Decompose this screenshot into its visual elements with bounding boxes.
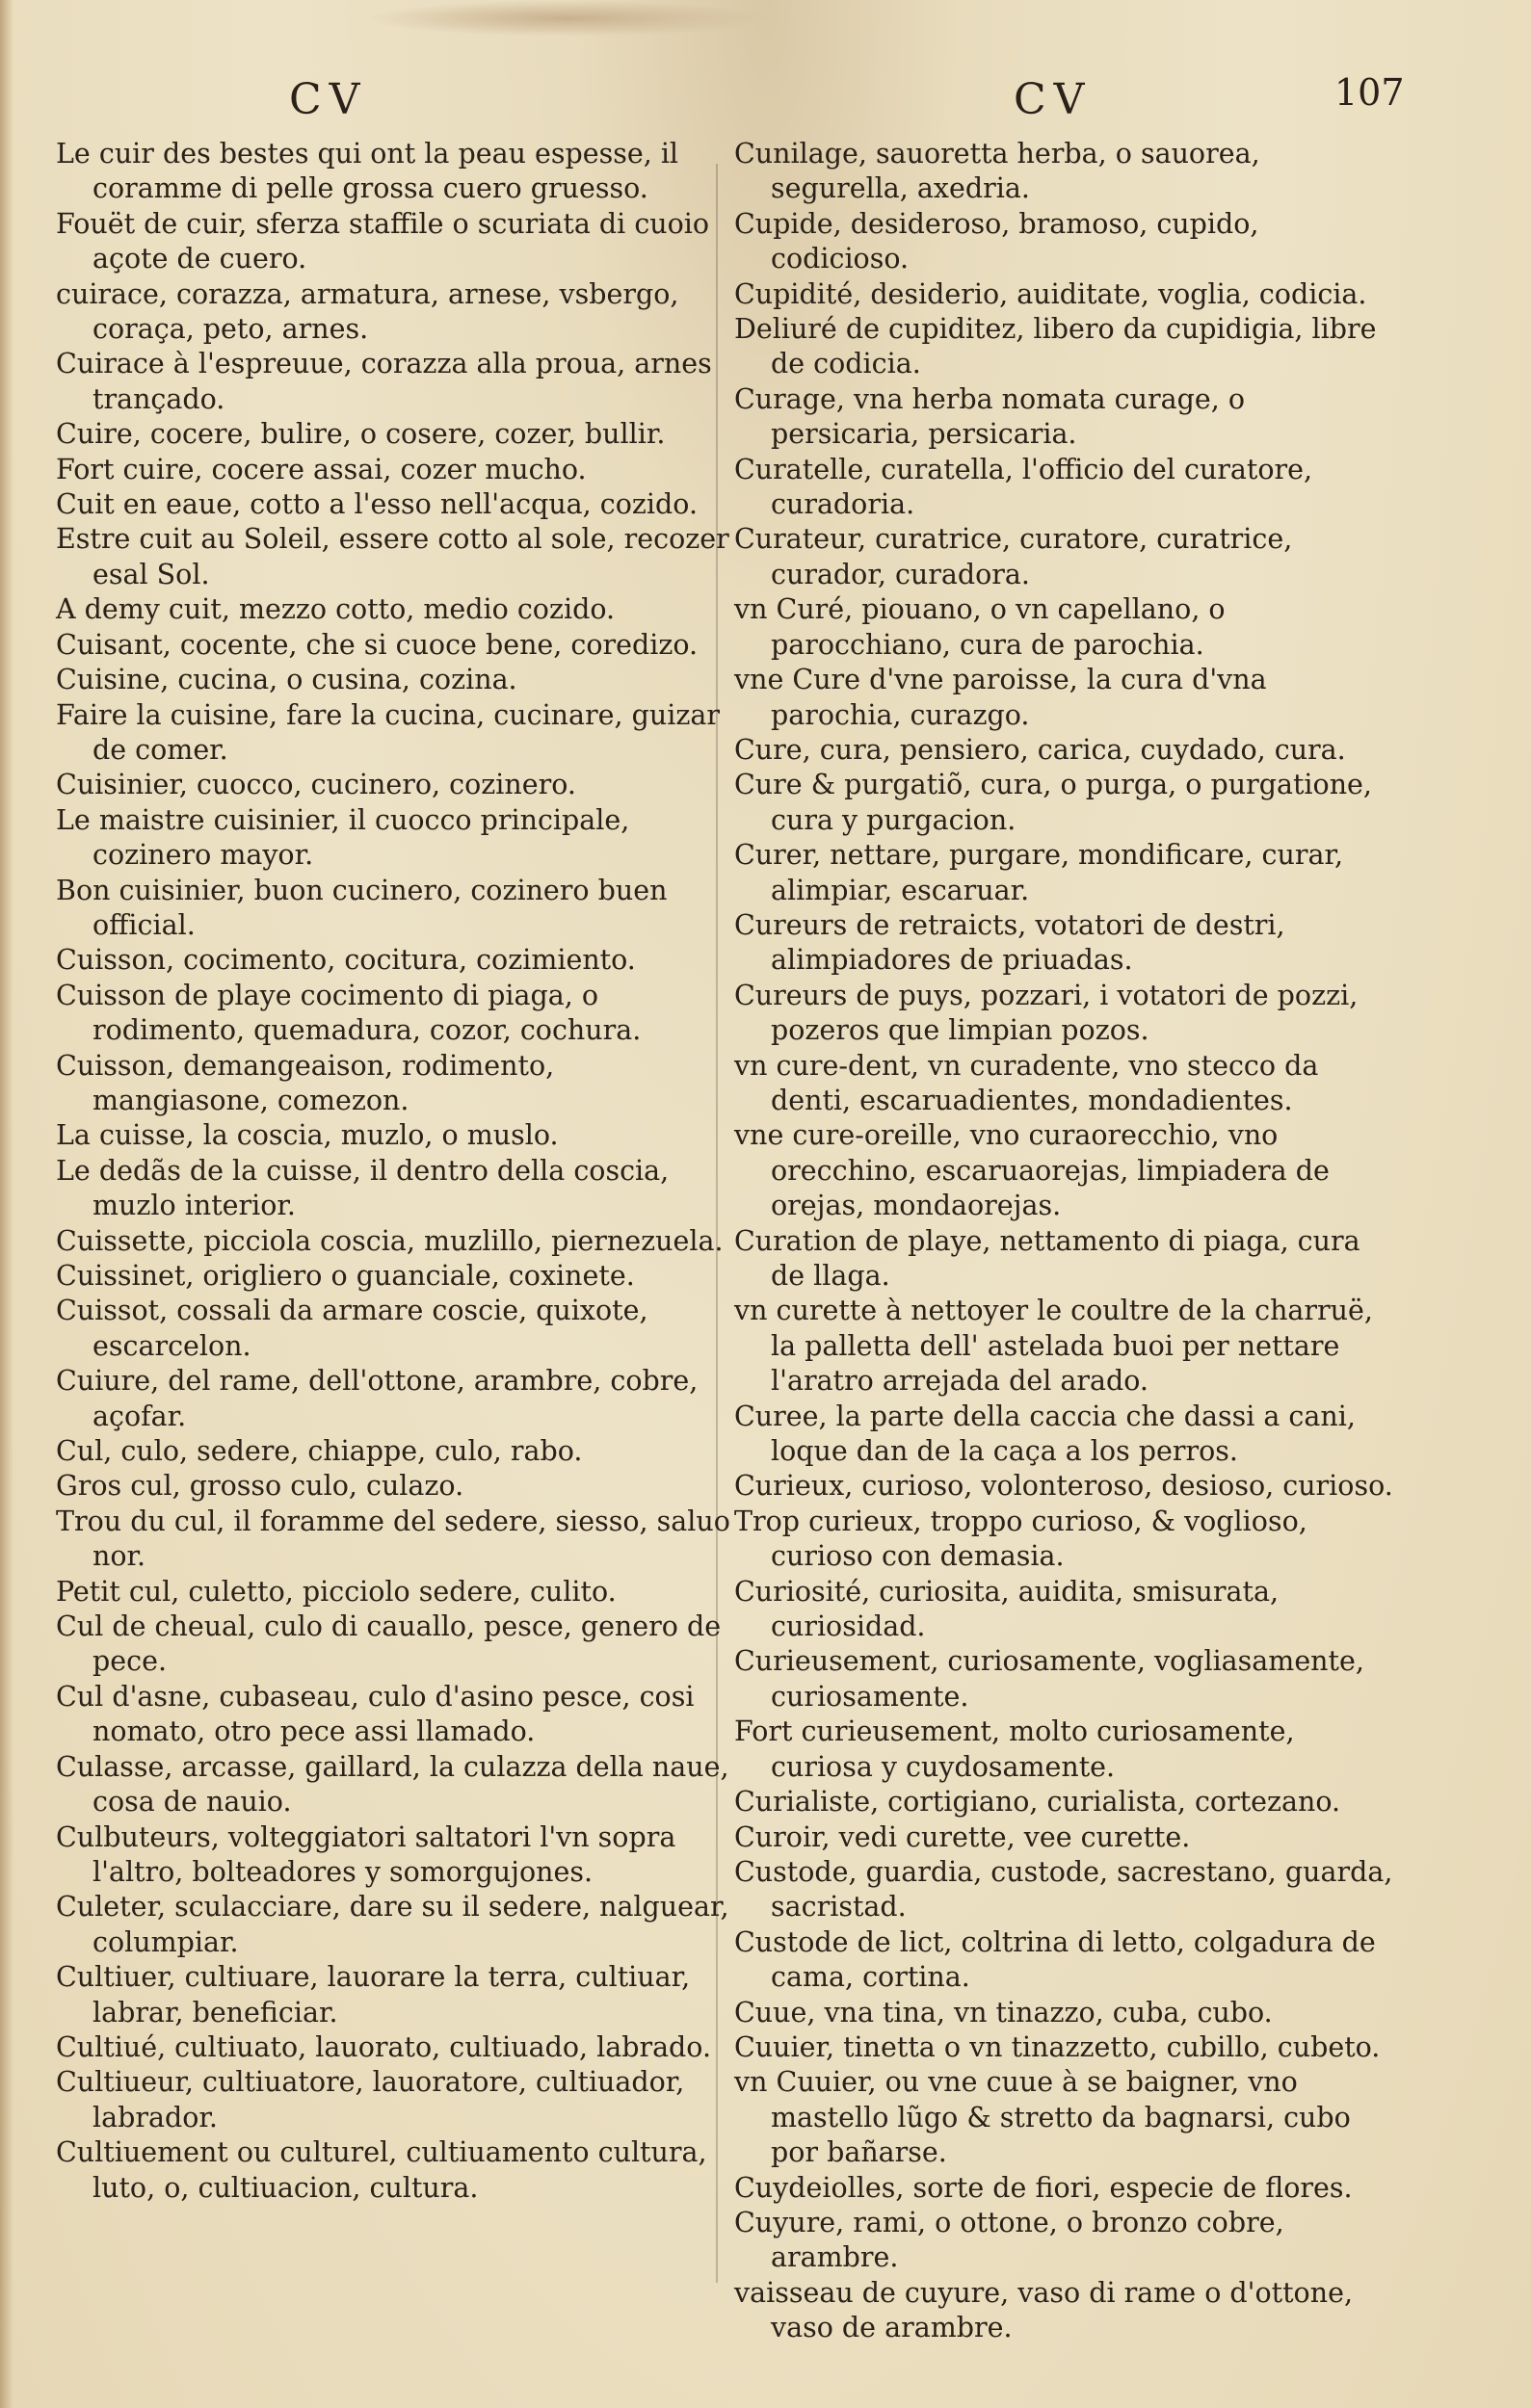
dictionary-entry: Cureurs de retraicts, votatori de destri, alimpiadores de priuadas. (734, 908, 1285, 977)
dictionary-entry: Curee, la parte della caccia che dassi a cani, loque dan de la caça a los perros. (734, 1400, 1356, 1468)
dictionary-entry: Cul d'asne, cubaseau, culo d'asino pesce, cosi nomato, otro pece assi llamado. (56, 1680, 695, 1748)
dictionary-entry: Fouët de cuir, sferza staffile o scuriata di cuoio açote de cuero. (56, 207, 710, 275)
dictionary-entry: Curoir, vedi curette, vee curette. (734, 1820, 1191, 1853)
dictionary-entry: Cure & purgatiõ, cura, o purga, o purgatione, cura y purgacion. (734, 769, 1372, 836)
dictionary-entry: Curer, nettare, purgare, mondificare, curar, alimpiar, escaruar. (734, 839, 1344, 906)
dictionary-entry: Le maistre cuisinier, il cuocco principale, cozinero mayor. (56, 803, 630, 872)
dictionary-entry: Curiosité, curiosita, auidita, smisurata, curiosidad. (734, 1575, 1280, 1643)
left-running-head: CV (289, 75, 368, 124)
right-column (734, 137, 1399, 2346)
right-running-head: CV (1014, 75, 1093, 124)
dictionary-entry: Le cuir des bestes qui ont la peau espesse, il coramme di pelle grossa cuero gruesso. (56, 138, 679, 205)
dictionary-entry: vn curette à nettoyer le coultre de la charruë, la palletta dell' astelada buoi per nettare l'aratro arrejada del arado. (734, 1295, 1373, 1398)
dictionary-entry: Le dedãs de la cuisse, il dentro della coscia, muzlo interior. (56, 1154, 670, 1222)
dictionary-entry: La cuisse, la coscia, muzlo, o muslo. (56, 1119, 559, 1152)
dictionary-entry: Cuisine, cucina, o cusina, cozina. (56, 664, 517, 696)
dictionary-entry: Culeter, sculacciare, dare su il sedere, nalguear, columpiar. (56, 1891, 729, 1958)
dictionary-entry: Trop curieux, troppo curioso, & voglioso, curioso con demasia. (734, 1505, 1307, 1573)
dictionary-entry: Cuuier, tinetta o vn tinazzetto, cubillo, cubeto. (734, 2030, 1381, 2063)
dictionary-entry: Petit cul, culetto, picciolo sedere, culito. (56, 1575, 617, 1608)
dictionary-entry: Cupidité, desiderio, auiditate, voglia, codicia. (734, 277, 1367, 310)
dictionary-entry: Fort cuire, cocere assai, cozer mucho. (56, 453, 587, 485)
dictionary-entry: vn cure-dent, vn curadente, vno stecco da denti, escaruadientes, mondadientes. (734, 1049, 1319, 1116)
left-column (56, 137, 730, 2206)
dictionary-entry: Cuisson, demangeaison, rodimento, mangiasone, comezon. (56, 1049, 555, 1116)
dictionary-entry: Cuisson, cocimento, cocitura, cozimiento. (56, 944, 636, 977)
dictionary-entry: Estre cuit au Soleil, essere cotto al sole, recozer esal Sol. (56, 523, 729, 590)
dictionary-entry: Curateur, curatrice, curatore, curatrice, curador, curadora. (734, 523, 1293, 590)
dictionary-entry: Cultiueur, cultiuatore, lauoratore, cultiuador, labrador. (56, 2066, 685, 2133)
dictionary-entry: Bon cuisinier, buon cucinero, cozinero buen official. (56, 874, 668, 941)
dictionary-entry: Cuyure, rami, o ottone, o bronzo cobre, arambre. (734, 2206, 1284, 2274)
dictionary-entry: Cuisant, cocente, che si cuoce bene, coredizo. (56, 628, 699, 661)
dictionary-entry: Trou du cul, il foramme del sedere, siesso, saluo nor. (56, 1505, 730, 1573)
dictionary-entry: Custode, guardia, custode, sacrestano, guarda, sacristad. (734, 1855, 1393, 1924)
dictionary-entry: vne cure-oreille, vno curaorecchio, vno orecchino, escaruaorejas, limpiadera de orejas, mondaorejas. (734, 1119, 1330, 1222)
dictionary-entry: vn Cuuier, ou vne cuue à se baigner, vno mastello lũgo & stretto da bagnarsi, cubo por bañarse. (734, 2066, 1351, 2169)
dictionary-entry: Cultiuer, cultiuare, lauorare la terra, cultiuar, labrar, beneficiar. (56, 1961, 691, 2028)
dictionary-entry: vaisseau de cuyure, vaso di rame o d'ottone, vaso de arambre. (734, 2276, 1354, 2344)
dictionary-entry: Cure, cura, pensiero, carica, cuydado, cura. (734, 733, 1346, 766)
stain (366, 0, 771, 37)
dictionary-entry: Curation de playe, nettamento di piaga, cura de llaga. (734, 1224, 1360, 1292)
dictionary-entry: Cultiuement ou culturel, cultiuamento cultura, luto, o, cultiuacion, cultura. (56, 2136, 707, 2204)
dictionary-entry: cuirace, corazza, armatura, arnese, vsbergo, coraça, peto, arnes. (56, 277, 679, 346)
dictionary-entry: Cureurs de puys, pozzari, i votatori de pozzi, pozeros que limpian pozos. (734, 979, 1359, 1047)
dictionary-entry: A demy cuit, mezzo cotto, medio cozido. (56, 593, 616, 626)
dictionary-entry: Cuiure, del rame, dell'ottone, arambre, cobre, açofar. (56, 1365, 699, 1432)
dictionary-entry: Curatelle, curatella, l'officio del curatore, curadoria. (734, 453, 1313, 521)
dictionary-entry: Fort curieusement, molto curiosamente, curiosa y cuydosamente. (734, 1715, 1295, 1783)
dictionary-entry: Cuire, cocere, bulire, o cosere, cozer, bullir. (56, 418, 666, 451)
dictionary-entry: vn Curé, piouano, o vn capellano, o parocchiano, cura de parochia. (734, 593, 1226, 661)
dictionary-entry: Cuit en eaue, cotto a l'esso nell'acqua, cozido. (56, 488, 699, 521)
dictionary-entry: Cultiué, cultiuato, lauorato, cultiuado, labrado. (56, 2030, 712, 2063)
dictionary-entry: Cunilage, sauoretta herba, o sauorea, segurella, axedria. (734, 138, 1260, 205)
dictionary-entry: Cupide, desideroso, bramoso, cupido, codicioso. (734, 207, 1259, 275)
dictionary-entry: Cuisinier, cuocco, cucinero, cozinero. (56, 769, 576, 801)
dictionary-entry: Deliuré de cupiditez, libero da cupidigia, libre de codicia. (734, 313, 1377, 380)
dictionary-entry: Cuydeiolles, sorte de fiori, especie de flores. (734, 2171, 1353, 2204)
page-gutter (0, 0, 13, 2408)
dictionary-entry: Culasse, arcasse, gaillard, la culazza della naue, cosa de nauio. (56, 1750, 729, 1819)
dictionary-entry: Cul, culo, sedere, chiappe, culo, rabo. (56, 1435, 583, 1468)
dictionary-entry: Curieux, curioso, volonteroso, desioso, curioso. (734, 1470, 1393, 1503)
dictionary-entry: Custode de lict, coltrina di letto, colgadura de cama, cortina. (734, 1925, 1376, 1994)
dictionary-entry: Cul de cheual, culo di cauallo, pesce, genero de pece. (56, 1610, 722, 1678)
dictionary-entry: Cuissinet, origliero o guanciale, coxinete. (56, 1260, 635, 1292)
dictionary-entry: Cuissette, picciola coscia, muzlillo, piernezuela. (56, 1224, 724, 1257)
dictionary-entry: Curialiste, cortigiano, curialista, cortezano. (734, 1786, 1341, 1819)
dictionary-entry: Curage, vna herba nomata curage, o persicaria, persicaria. (734, 382, 1246, 451)
dictionary-entry: Cuisson de playe cocimento di piaga, o rodimento, quemadura, cozor, cochura. (56, 979, 642, 1047)
dictionary-entry: Gros cul, grosso culo, culazo. (56, 1470, 464, 1503)
page-number: 107 (1334, 71, 1405, 114)
dictionary-entry: Cuirace à l'espreuue, corazza alla proua, arnes trançado. (56, 348, 712, 415)
dictionary-entry: Cuissot, cossali da armare coscie, quixote, escarcelon. (56, 1295, 648, 1362)
dictionary-entry: Faire la cuisine, fare la cucina, cucinare, guizar de comer. (56, 698, 720, 766)
dictionary-entry: Curieusement, curiosamente, vogliasamente, curiosamente. (734, 1645, 1364, 1713)
dictionary-entry: Cuue, vna tina, vn tinazzo, cuba, cubo. (734, 1996, 1273, 2028)
dictionary-entry: Culbuteurs, volteggiatori saltatori l'vn sopra l'altro, bolteadores y somorgujones. (56, 1820, 676, 1888)
dictionary-entry: vne Cure d'vne paroisse, la cura d'vna parochia, curazgo. (734, 664, 1267, 731)
